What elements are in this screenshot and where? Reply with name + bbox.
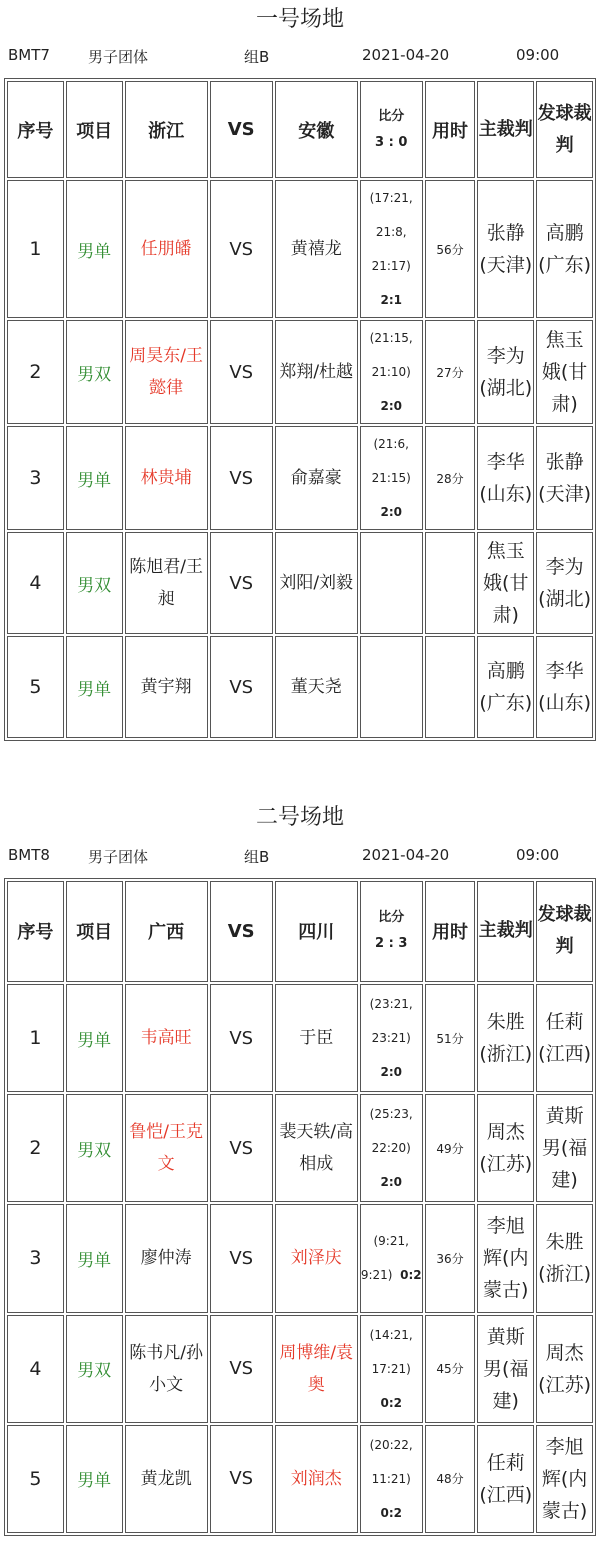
- player-a: 韦高旺: [125, 984, 208, 1092]
- match-time: 09:00: [516, 846, 560, 864]
- match-result: 0:2: [380, 1395, 402, 1410]
- match-duration: 51分: [425, 984, 476, 1092]
- player-a: 林贵埔: [125, 426, 208, 530]
- total-score: 2 : 3: [375, 936, 408, 952]
- header-service-judge: 发球裁判: [536, 81, 593, 178]
- event-type: 男双: [66, 1315, 123, 1423]
- umpire-name: 任莉(江西): [477, 1425, 534, 1533]
- service-judge-name: 焦玉娥(甘肃): [536, 320, 593, 424]
- service-judge-name: 周杰(江苏): [536, 1315, 593, 1423]
- match-result: 2:0: [380, 1175, 402, 1190]
- match-row: [7, 180, 593, 318]
- match-group: 组B: [244, 848, 270, 866]
- game-score: 9:21): [360, 1268, 393, 1283]
- event-type: 男单: [66, 636, 123, 738]
- score-table: [4, 878, 596, 1536]
- game-score: (9:21,: [373, 1234, 409, 1249]
- player-b: 黄禧龙: [275, 180, 358, 318]
- player-a: 陈旭君/王昶: [125, 532, 208, 634]
- game-score-line: [361, 1258, 422, 1292]
- match-duration: 27分: [425, 320, 476, 424]
- match-category: 男子团体: [88, 848, 149, 866]
- game-scores: [360, 1315, 423, 1423]
- game-score: 22:20): [371, 1141, 411, 1156]
- match-row: [7, 636, 593, 738]
- game-score: (21:15,: [369, 331, 413, 345]
- court-title: 一号场地: [255, 7, 344, 32]
- header-umpire: 主裁判: [477, 81, 534, 178]
- match-no: 3: [7, 1204, 64, 1312]
- match-date: 2021-04-20: [362, 46, 450, 64]
- event-type: 男单: [66, 180, 123, 318]
- header-duration: 用时: [425, 881, 476, 982]
- match-result: 2:0: [380, 505, 402, 519]
- umpire-name: 周杰(江苏): [477, 1094, 534, 1202]
- match-time: 09:00: [516, 46, 560, 64]
- game-score: 21:15): [371, 471, 411, 485]
- header-service-judge: 发球裁判: [536, 881, 593, 982]
- match-result: 0:2: [380, 1505, 402, 1520]
- match-duration: 49分: [425, 1094, 476, 1202]
- match-no: 2: [7, 1094, 64, 1202]
- player-b: 裴天轶/高相成: [275, 1094, 358, 1202]
- player-b: 刘泽庆: [275, 1204, 358, 1312]
- umpire-name: 李旭辉(内蒙古): [477, 1204, 534, 1312]
- player-b: 刘润杰: [275, 1425, 358, 1533]
- header-team-a: 广西: [125, 881, 208, 982]
- total-score: 3 : 0: [375, 134, 408, 150]
- game-scores: [360, 532, 423, 634]
- game-score: (21:6,: [373, 437, 409, 451]
- match-group: 组B: [244, 48, 270, 66]
- player-a: 任朋皤: [125, 180, 208, 318]
- game-score: 21:8,: [375, 225, 407, 239]
- vs-label: VS: [210, 1204, 273, 1312]
- match-duration: 56分: [425, 180, 476, 318]
- header-score: [360, 81, 423, 178]
- event-type: 男双: [66, 1094, 123, 1202]
- match-row: [7, 1425, 593, 1533]
- player-b: 周博维/袁奥: [275, 1315, 358, 1423]
- game-score: (20:22,: [369, 1437, 413, 1452]
- vs-label: VS: [210, 1315, 273, 1423]
- umpire-name: 黄斯男(福建): [477, 1315, 534, 1423]
- game-scores: [360, 1425, 423, 1533]
- game-scores: [360, 1204, 423, 1312]
- player-a: 黄宇翔: [125, 636, 208, 738]
- service-judge-name: 任莉(江西): [536, 984, 593, 1092]
- score-label: 比分: [378, 910, 405, 926]
- result-line: [361, 1165, 422, 1199]
- match-no: 4: [7, 532, 64, 634]
- service-judge-name: 黄斯男(福建): [536, 1094, 593, 1202]
- match-duration: 28分: [425, 426, 476, 530]
- match-no: 1: [7, 180, 64, 318]
- player-b: 董天尧: [275, 636, 358, 738]
- umpire-name: 焦玉娥(甘肃): [477, 532, 534, 634]
- match-no: 1: [7, 984, 64, 1092]
- player-a: 黄龙凯: [125, 1425, 208, 1533]
- vs-label: VS: [210, 180, 273, 318]
- result-line: [361, 1386, 422, 1420]
- vs-label: VS: [210, 636, 273, 738]
- match-result: 0:2: [400, 1268, 422, 1283]
- match-code: BMT7: [8, 46, 50, 64]
- vs-label: VS: [210, 426, 273, 530]
- game-score: (17:21,: [369, 191, 413, 205]
- match-row: [7, 532, 593, 634]
- player-a: 廖仲涛: [125, 1204, 208, 1312]
- match-duration: [425, 636, 476, 738]
- match-date: 2021-04-20: [362, 846, 450, 864]
- score-label: 比分: [378, 108, 405, 124]
- match-row: [7, 984, 593, 1092]
- vs-label: VS: [210, 1425, 273, 1533]
- result-line: [361, 1496, 422, 1530]
- header-team-a: 浙江: [125, 81, 208, 178]
- event-type: 男单: [66, 1425, 123, 1533]
- match-no: 2: [7, 320, 64, 424]
- header-vs: VS: [210, 881, 273, 982]
- header-vs: VS: [210, 81, 273, 178]
- match-category: 男子团体: [88, 48, 149, 66]
- header-event: 项目: [66, 881, 123, 982]
- result-line: [361, 283, 422, 317]
- game-scores: [360, 636, 423, 738]
- header-no: 序号: [7, 81, 64, 178]
- header-score: [360, 881, 423, 982]
- game-scores: [360, 320, 423, 424]
- match-no: 5: [7, 636, 64, 738]
- service-judge-name: 朱胜(浙江): [536, 1204, 593, 1312]
- match-row: [7, 1204, 593, 1312]
- match-code: BMT8: [8, 846, 50, 864]
- umpire-name: 李为(湖北): [477, 320, 534, 424]
- umpire-name: 张静(天津): [477, 180, 534, 318]
- match-row: [7, 1094, 593, 1202]
- umpire-name: 高鹏(广东): [477, 636, 534, 738]
- umpire-name: 朱胜(浙江): [477, 984, 534, 1092]
- header-event: 项目: [66, 81, 123, 178]
- match-info-bar: [0, 846, 600, 874]
- game-score: 21:10): [371, 365, 411, 379]
- service-judge-name: 李旭辉(内蒙古): [536, 1425, 593, 1533]
- header-team-b: 四川: [275, 881, 358, 982]
- player-a: 陈书凡/孙小文: [125, 1315, 208, 1423]
- player-a: 鲁恺/王克文: [125, 1094, 208, 1202]
- court-title: 二号场地: [255, 805, 344, 830]
- service-judge-name: 高鹏(广东): [536, 180, 593, 318]
- vs-label: VS: [210, 984, 273, 1092]
- player-b: 刘阳/刘毅: [275, 532, 358, 634]
- header-team-b: 安徽: [275, 81, 358, 178]
- result-line: [361, 1055, 422, 1089]
- header-duration: 用时: [425, 81, 476, 178]
- score-table: [4, 78, 596, 741]
- service-judge-name: 李华(山东): [536, 636, 593, 738]
- match-duration: 48分: [425, 1425, 476, 1533]
- game-score: (23:21,: [369, 997, 413, 1012]
- player-b: 于臣: [275, 984, 358, 1092]
- vs-label: VS: [210, 532, 273, 634]
- event-type: 男双: [66, 532, 123, 634]
- player-b: 郑翔/杜越: [275, 320, 358, 424]
- match-row: [7, 320, 593, 424]
- match-result: 2:0: [380, 1065, 402, 1080]
- result-line: [361, 495, 422, 529]
- event-type: 男单: [66, 1204, 123, 1312]
- match-row: [7, 1315, 593, 1423]
- game-scores: [360, 984, 423, 1092]
- match-duration: 36分: [425, 1204, 476, 1312]
- header-no: 序号: [7, 881, 64, 982]
- match-info-bar: [0, 46, 600, 74]
- match-row: [7, 426, 593, 530]
- game-scores: [360, 426, 423, 530]
- event-type: 男单: [66, 984, 123, 1092]
- vs-label: VS: [210, 1094, 273, 1202]
- service-judge-name: 张静(天津): [536, 426, 593, 530]
- match-duration: [425, 532, 476, 634]
- match-result: 2:1: [380, 293, 402, 307]
- match-no: 4: [7, 1315, 64, 1423]
- match-no: 3: [7, 426, 64, 530]
- match-no: 5: [7, 1425, 64, 1533]
- game-score: 17:21): [371, 1361, 411, 1376]
- match-duration: 45分: [425, 1315, 476, 1423]
- vs-label: VS: [210, 320, 273, 424]
- score-gap: [392, 1268, 400, 1282]
- match-result: 2:0: [380, 399, 402, 413]
- game-scores: [360, 1094, 423, 1202]
- player-b: 俞嘉豪: [275, 426, 358, 530]
- player-a: 周昊东/王懿律: [125, 320, 208, 424]
- event-type: 男双: [66, 320, 123, 424]
- game-score: (14:21,: [369, 1327, 413, 1342]
- service-judge-name: 李为(湖北): [536, 532, 593, 634]
- game-score: (25:23,: [369, 1107, 413, 1122]
- game-scores: [360, 180, 423, 318]
- umpire-name: 李华(山东): [477, 426, 534, 530]
- event-type: 男单: [66, 426, 123, 530]
- header-row: [7, 81, 593, 178]
- game-score: 23:21): [371, 1031, 411, 1046]
- game-score: 21:17): [371, 259, 411, 273]
- header-row: [7, 881, 593, 982]
- header-umpire: 主裁判: [477, 881, 534, 982]
- game-score: 11:21): [371, 1471, 411, 1486]
- result-line: [361, 389, 422, 423]
